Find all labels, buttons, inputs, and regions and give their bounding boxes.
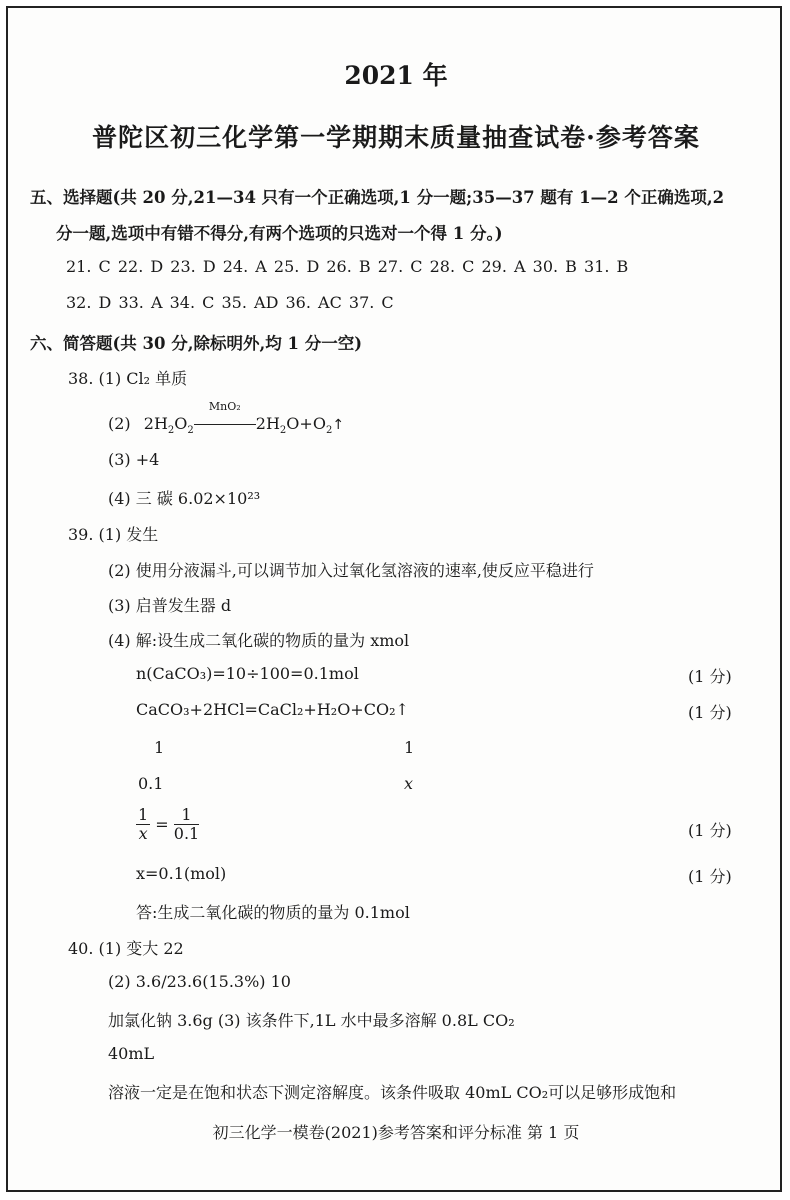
section5-heading-line1: 五、选择题(共 20 分,21—34 只有一个正确选项,1 分一题;35—37 题有 1—2 个正确选项,2 — [30, 188, 725, 207]
document-year: 2021 年 — [344, 61, 448, 90]
fraction-numerator: 1 — [138, 805, 149, 824]
q40-part3: 加氯化钠 3.6g (3) 该条件下,1L 水中最多溶解 0.8L CO₂ — [108, 1011, 515, 1030]
q40-part2: (2) 3.6/23.6(15.3%) 10 — [108, 972, 291, 991]
fraction-numerator: 1 — [174, 806, 199, 825]
score-mark: (1 分) — [688, 703, 732, 722]
q39-part2: (2) 使用分液漏斗,可以调节加入过氧化氢溶液的速率,使反应平稳进行 — [108, 561, 594, 580]
q39-part1: 39. (1) 发生 — [68, 525, 159, 544]
choice-answers-line1: 21. C 22. D 23. D 24. A 25. D 26. B 27. C 28. C 29. A 30. B 31. B — [66, 257, 629, 276]
q38-part2: (2) $2H_2O_2$ MnO₂ $2H_2O+O_2↑$ — [108, 400, 345, 437]
ratio-co2-moles: x — [404, 774, 414, 793]
q39-solution: x=0.1(mol) — [136, 864, 227, 883]
proportion-equation: $\frac{1}{x}$ = $\frac{1}{0.1}$ — [138, 805, 200, 843]
document-title: 普陀区初三化学第一学期期末质量抽查试卷·参考答案 — [92, 123, 700, 152]
score-mark: (1 分) — [688, 821, 732, 840]
answer-sheet-page — [6, 6, 782, 1192]
q39-answer: 答:生成二氧化碳的物质的量为 0.1mol — [136, 903, 410, 922]
q38-part4: (4) 三 碳 6.02×10²³ — [108, 489, 261, 508]
ratio-caco3-moles: 0.1 — [138, 774, 164, 793]
fraction-denominator: 0.1 — [173, 824, 200, 843]
q40-part1: 40. (1) 变大 22 — [68, 939, 184, 958]
q38-part2-label: (2) — [108, 414, 131, 433]
q39-moles-calc: n(CaCO₃)=10÷100=0.1mol — [136, 664, 359, 683]
fraction-denominator: x — [138, 824, 148, 843]
q39-part3: (3) 启普发生器 d — [108, 596, 232, 615]
q38-part1: 38. (1) Cl₂ 单质 — [68, 369, 188, 388]
ratio-caco3-coef: 1 — [154, 738, 165, 757]
choice-answers-line2: 32. D 33. A 34. C 35. AD 36. AC 37. C — [66, 293, 394, 312]
reaction-condition: MnO₂ — [208, 400, 241, 413]
q39-equation: CaCO₃+2HCl=CaCl₂+H₂O+CO₂↑ — [136, 700, 409, 719]
q40-explanation: 溶液一定是在饱和状态下测定溶解度。该条件吸取 40mL CO₂可以足够形成饱和 — [108, 1083, 677, 1102]
score-mark: (1 分) — [688, 867, 732, 886]
section5-heading-line2: 分一题,选项中有错不得分,有两个选项的只选对一个得 1 分。) — [56, 224, 503, 243]
q40-volume: 40mL — [108, 1044, 155, 1063]
page-footer: 初三化学一模卷(2021)参考答案和评分标准 第 1 页 — [212, 1123, 580, 1142]
score-mark: (1 分) — [688, 667, 732, 686]
q39-part4: (4) 解:设生成二氧化碳的物质的量为 xmol — [108, 631, 410, 650]
section6-heading: 六、简答题(共 30 分,除标明外,均 1 分一空) — [30, 334, 363, 353]
q38-part3: (3) +4 — [108, 450, 160, 469]
ratio-co2-coef: 1 — [404, 738, 415, 757]
